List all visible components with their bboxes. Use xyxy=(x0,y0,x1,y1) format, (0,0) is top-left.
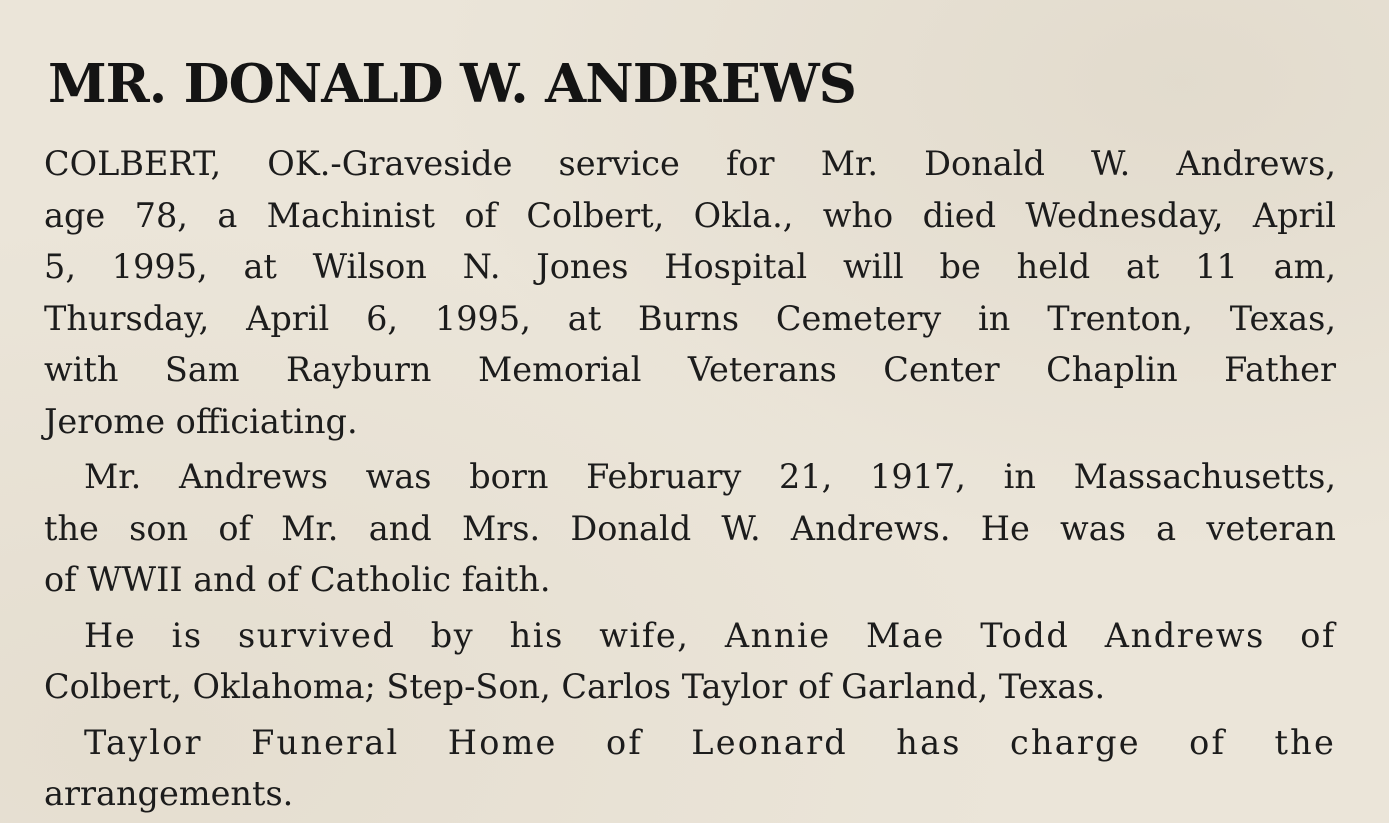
text-line: COLBERT, OK.-Graveside service for Mr. Donald W. Andrews, xyxy=(44,144,1336,183)
text-line: Jerome officiating. xyxy=(44,401,358,441)
text-line: He is survived by his wife, Annie Mae Todd Andrews of xyxy=(84,615,1336,655)
paragraph-biography xyxy=(44,451,1336,606)
text-line: Colbert, Oklahoma; Step-Son, Carlos Taylor of Garland, Texas. xyxy=(44,667,1106,706)
text-line: of WWII and of Catholic faith. xyxy=(44,560,551,599)
text-line: 5, 1995, at Wilson N. Jones Hospital will be held at 11 am, xyxy=(44,247,1336,286)
text-line: the son of Mr. and Mrs. Donald W. Andrews. He was a veteran xyxy=(44,508,1336,548)
text-line: Mr. Andrews was born February 21, 1917, in Massachusetts, xyxy=(84,457,1336,496)
text-line: with Sam Rayburn Memorial Veterans Center Chaplin Father xyxy=(44,350,1336,389)
obituary-body xyxy=(44,138,1336,820)
text-line: age 78, a Machinist of Colbert, Okla., who died Wednesday, April xyxy=(44,195,1336,235)
text-line: Taylor Funeral Home of Leonard has charge of the xyxy=(84,722,1336,762)
obituary-headline: MR. DONALD W. ANDREWS xyxy=(48,53,856,115)
text-line: Thursday, April 6, 1995, at Burns Cemetery in Trenton, Texas, xyxy=(44,298,1336,338)
paragraph-service xyxy=(44,138,1336,447)
paragraph-survivors xyxy=(44,610,1336,713)
text-line: arrangements. xyxy=(44,774,294,813)
paragraph-arrangements xyxy=(44,717,1336,820)
